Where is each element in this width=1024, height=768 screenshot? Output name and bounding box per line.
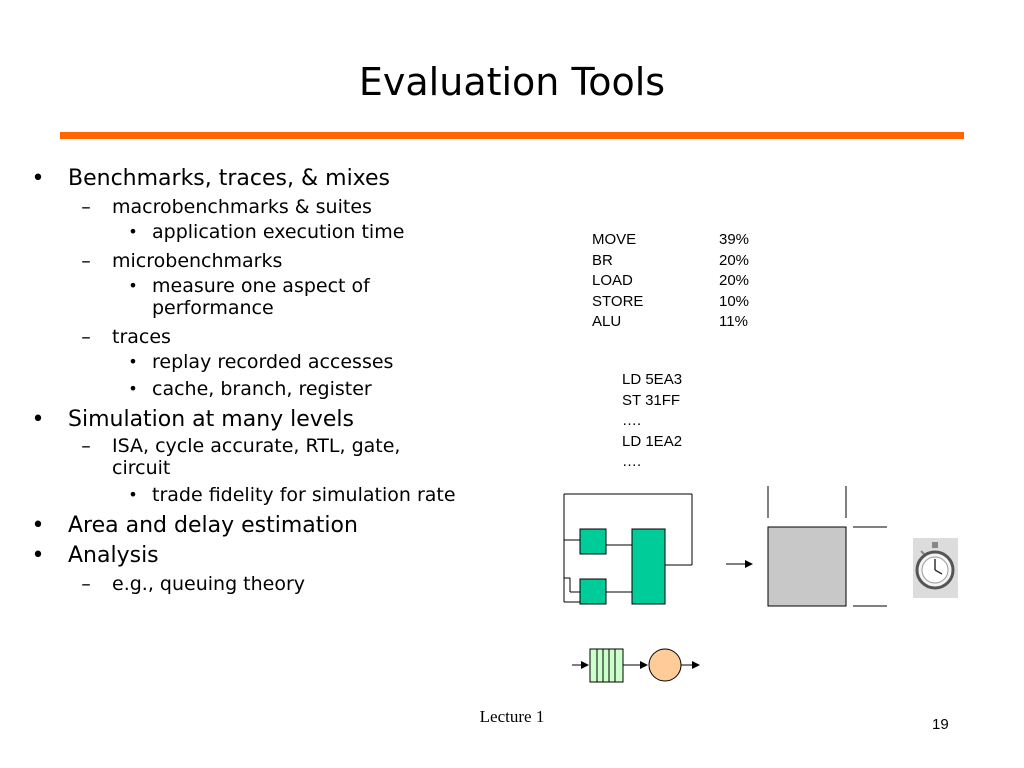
- bullet-marker: •: [31, 513, 45, 538]
- bullet-text: macrobenchmarks & suites: [112, 196, 372, 218]
- abstract-block-diagram: [768, 486, 887, 606]
- bullet-text: measure one aspect of performance: [152, 275, 370, 319]
- mix-row: [592, 292, 749, 313]
- bullet-item: [28, 435, 412, 479]
- queue-buffer: [590, 649, 623, 682]
- bullet-item: [28, 405, 528, 435]
- bullet-marker: •: [128, 276, 138, 295]
- grey-block: [768, 527, 846, 606]
- bullet-text: e.g., queuing theory: [112, 573, 306, 595]
- bullet-marker: –: [81, 435, 91, 457]
- bullet-item: [28, 324, 528, 351]
- bullet-marker: •: [128, 222, 138, 241]
- mix-op: BR: [592, 251, 613, 269]
- mix-row: [592, 271, 749, 292]
- bullet-text: microbenchmarks: [112, 250, 283, 272]
- bullet-text: ISA, cycle accurate, RTL, gate, circuit: [112, 435, 401, 479]
- trace-line: LD 5EA3: [622, 371, 683, 388]
- slide-footer: Lecture 1: [479, 707, 545, 726]
- bullet-item: [28, 164, 528, 194]
- queue-model: [572, 649, 699, 682]
- bullet-item: [28, 248, 528, 275]
- bullet-marker: •: [128, 352, 138, 371]
- bullet-marker: •: [31, 543, 45, 568]
- bullet-item: [28, 511, 528, 541]
- circuit-block: [580, 529, 606, 554]
- bullet-item: [28, 378, 528, 400]
- bullet-marker: –: [81, 326, 91, 348]
- bullet-text: cache, branch, register: [152, 378, 372, 400]
- bullet-text: replay recorded accesses: [152, 351, 394, 373]
- mix-pct: 20%: [719, 251, 750, 269]
- bullet-text: application execution time: [152, 221, 405, 243]
- mix-row: [592, 312, 749, 333]
- mix-pct: 10%: [719, 292, 750, 310]
- mix-op: LOAD: [592, 272, 633, 289]
- bullet-list: [28, 164, 528, 598]
- queue-server: [649, 649, 681, 681]
- bullet-marker: –: [81, 250, 91, 272]
- bullet-item: [28, 571, 528, 598]
- mix-row: [592, 230, 749, 251]
- bullet-item: [28, 351, 528, 373]
- stopwatch-icon: [913, 538, 958, 598]
- circuit-block: [580, 579, 606, 604]
- bullet-marker: •: [128, 379, 138, 398]
- mix-op: STORE: [592, 292, 644, 310]
- mix-op: ALU: [592, 313, 622, 330]
- instruction-mix-table: [592, 230, 749, 333]
- bullet-text: Analysis: [68, 543, 159, 568]
- title-rule: [60, 132, 964, 139]
- bullet-item: [28, 221, 528, 243]
- circuit-diagram: [564, 494, 692, 604]
- trace-line: ….: [622, 453, 642, 470]
- trace-line: ST 31FF: [622, 391, 681, 409]
- bullet-marker: •: [31, 166, 45, 191]
- bullet-marker: •: [128, 485, 138, 504]
- bullet-text: Benchmarks, traces, & mixes: [68, 166, 391, 191]
- bullet-item: [28, 275, 402, 319]
- bullet-text: trade fidelity for simulation rate: [152, 484, 456, 506]
- mix-pct: 39%: [719, 231, 750, 248]
- circuit-block: [632, 529, 665, 604]
- bullet-marker: •: [31, 407, 45, 432]
- mix-row: [592, 251, 749, 272]
- page-number: 19: [932, 716, 949, 733]
- bullet-marker: –: [81, 573, 91, 595]
- trace-line: LD 1EA2: [622, 432, 683, 450]
- bullet-item: [28, 484, 528, 506]
- bullet-text: traces: [112, 326, 171, 348]
- mix-pct: 20%: [719, 272, 750, 289]
- address-trace: [622, 370, 682, 473]
- bullet-marker: –: [81, 196, 91, 218]
- bullet-text: Simulation at many levels: [68, 407, 354, 432]
- mix-pct: 11%: [719, 313, 748, 330]
- trace-line: ….: [622, 412, 642, 429]
- bullet-item: [28, 541, 528, 571]
- bullet-item: [28, 194, 528, 221]
- bullet-text: Area and delay estimation: [68, 513, 358, 538]
- mix-op: MOVE: [592, 231, 637, 248]
- slide-title: Evaluation Tools: [358, 60, 666, 104]
